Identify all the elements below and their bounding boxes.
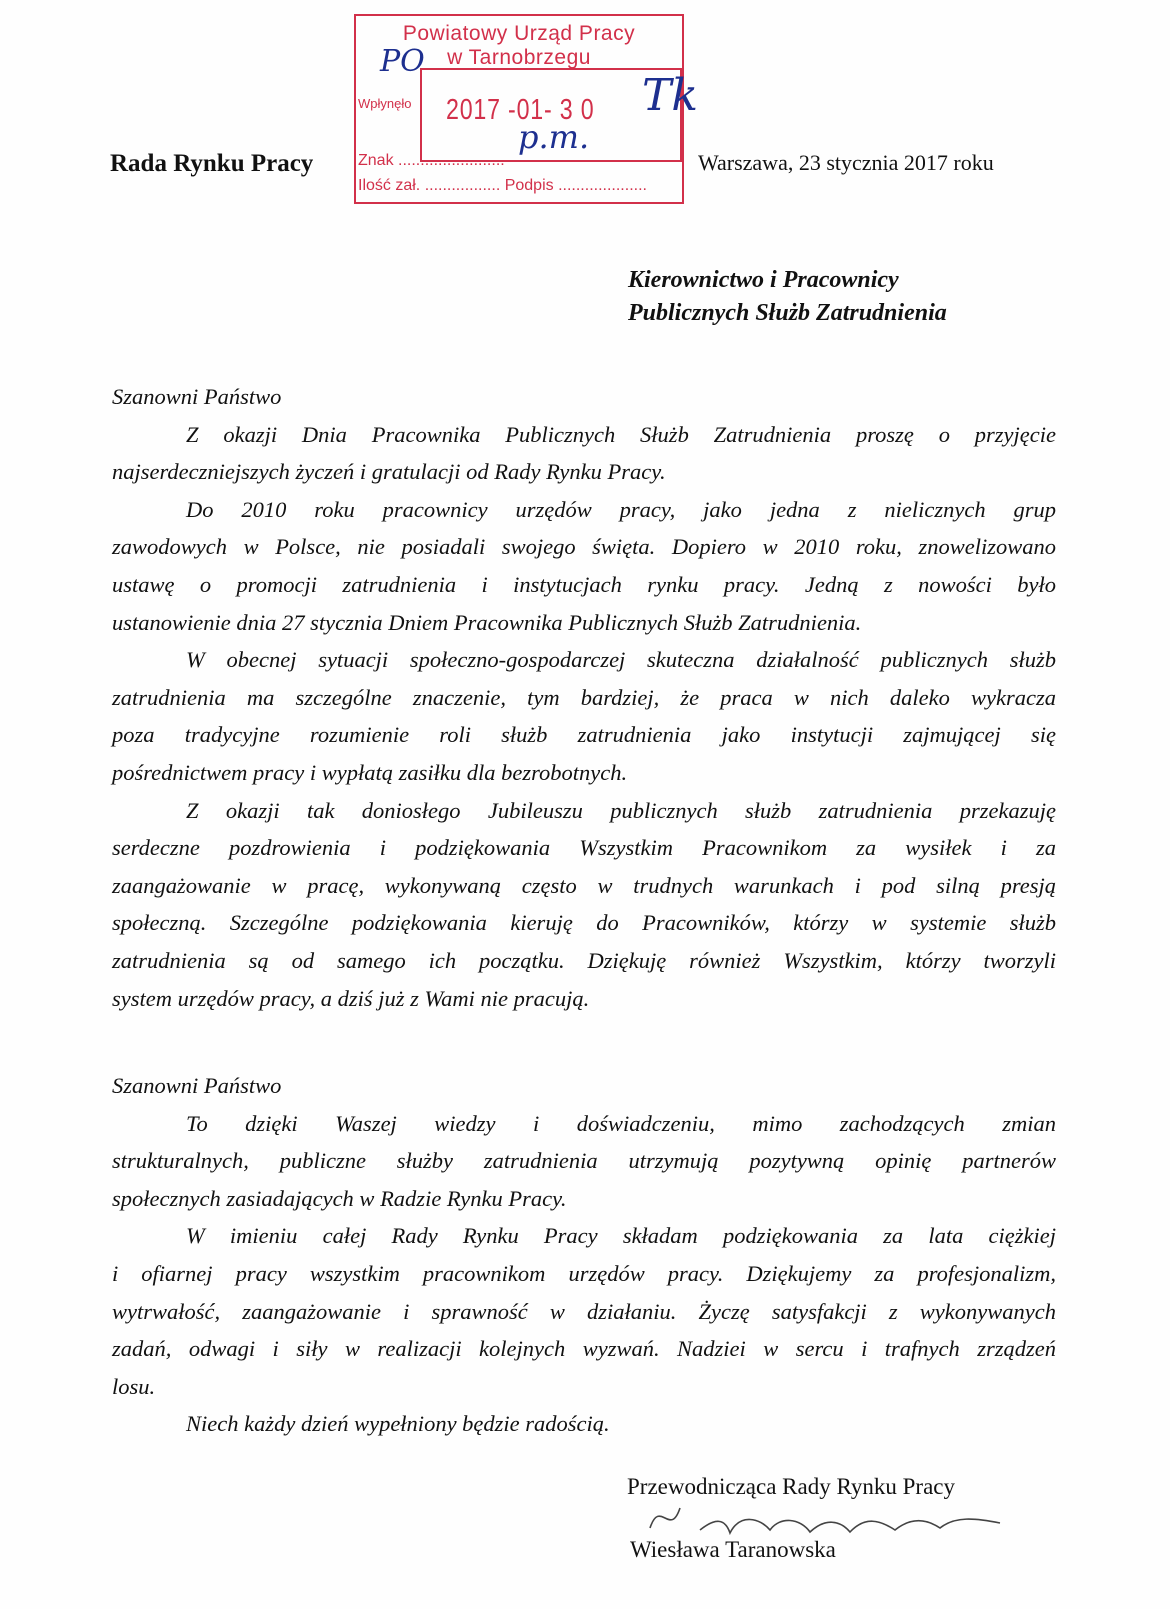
- text-line: zawodowych w Polsce, nie posiadali swojego święta. Dopiero w 2010 roku, znowelizowano: [112, 534, 1056, 560]
- paragraph-3: [112, 641, 1056, 791]
- stamp-received-date: 2017 -01- 3 0: [446, 94, 595, 126]
- text-line: ustawę o promocji zatrudnienia i instytucjach rynku pracy. Jedną z nowości było: [112, 571, 1056, 597]
- text-line: zaangażowanie w pracę, wykonywaną często w trudnych warunkach i pod silną presją: [112, 872, 1056, 898]
- text-line: strukturalnych, publiczne służby zatrudnienia utrzymują pozytywną opinię partnerów: [112, 1148, 1056, 1174]
- text-line: Do 2010 roku pracownicy urzędów pracy, jako jedna z nielicznych grup: [186, 496, 1056, 522]
- text-line: zatrudnienia ma szczególne znaczenie, tym bardziej, że praca w nich daleko wykracza: [112, 684, 1056, 710]
- recipient-line: Publicznych Służb Zatrudnienia: [628, 300, 947, 326]
- stamp-attachments-label: Ilość zał. ................. Podpis ....................: [358, 177, 647, 194]
- letter-body-part1: [112, 378, 1056, 1017]
- text-line: Z okazji Dnia Pracownika Publicznych Służb Zatrudnienia proszę o przyjęcie: [186, 421, 1056, 447]
- recipient-block: [628, 264, 947, 330]
- text-line: ustanowienie dnia 27 stycznia Dniem Pracownika Publicznych Służb Zatrudnienia.: [112, 609, 862, 635]
- text-line: W obecnej sytuacji społeczno-gospodarczej skuteczna działalność publicznych służb: [186, 647, 1056, 673]
- text-line: i ofiarnej pracy wszystkim pracownikom urzędów pracy. Dziękujemy za profesjonalizm,: [112, 1260, 1056, 1286]
- salutation: Szanowni Państwo: [112, 1073, 282, 1098]
- sender-organization: Rada Rynku Pracy: [110, 150, 314, 177]
- text-line: losu.: [112, 1373, 156, 1399]
- paragraph-1: [112, 416, 1056, 491]
- signatory-role: Przewodnicząca Rady Rynku Pracy: [627, 1474, 955, 1499]
- text-line: serdeczne pozdrowienia i podziękowania Wszystkim Pracownikom za wysiłek i za: [112, 835, 1056, 861]
- text-line: W imieniu całej Rady Rynku Pracy składam podziękowania za lata ciężkiej: [186, 1223, 1056, 1249]
- stamp-office-line2: w Tarnobrzegu: [447, 46, 591, 69]
- text-line: system urzędów pracy, a dziś już z Wami nie pracują.: [112, 985, 590, 1011]
- signatory-name: Wiesława Taranowska: [630, 1537, 836, 1562]
- received-stamp: [354, 14, 684, 204]
- handwritten-initials: Tk: [642, 70, 699, 121]
- paragraph-2: [112, 491, 1056, 641]
- text-line: zatrudnienia są od samego ich początku. Dziękuję również Wszystkim, którzy tworzyli: [112, 947, 1056, 973]
- text-line: społeczną. Szczególne podziękowania kieruję do Pracowników, którzy w systemie służb: [112, 910, 1056, 936]
- text-line: pośrednictwem pracy i wypłatą zasiłku dla bezrobotnych.: [112, 759, 628, 785]
- handwritten-mark-pm: p.m.: [518, 118, 590, 156]
- text-line: wytrwałość, zaangażowanie i sprawność w działaniu. Życzę satysfakcji z wykonywanych: [112, 1298, 1056, 1324]
- closing-line: Niech każdy dzień wypełniony będzie radością.: [186, 1411, 610, 1437]
- text-line: poza tradycyjne rozumienie roli służb zatrudnienia jako instytucji zajmującej się: [112, 722, 1056, 748]
- paragraph-4: [112, 792, 1056, 1018]
- text-line: zadań, odwagi i siły w realizacji kolejnych wyzwań. Nadziei w sercu i trafnych zrządzeń: [112, 1336, 1056, 1362]
- stamp-office-line1: Powiatowy Urząd Pracy: [402, 22, 636, 45]
- salutation: Szanowni Państwo: [112, 384, 282, 409]
- paragraph-6: [112, 1217, 1056, 1405]
- stamp-received-label: Wpłynęło: [358, 96, 412, 111]
- text-line: społecznych zasiadających w Radzie Rynku Pracy.: [112, 1185, 567, 1211]
- letter-body-part2: [112, 1067, 1056, 1443]
- text-line: To dzięki Waszej wiedzy i doświadczeniu, mimo zachodzących zmian: [186, 1110, 1056, 1136]
- handwritten-mark-po: PO: [380, 44, 425, 79]
- recipient-line: Kierownictwo i Pracownicy: [628, 267, 899, 293]
- stamp-sign-label: Znak ........................: [358, 152, 505, 169]
- place-and-date: Warszawa, 23 stycznia 2017 roku: [698, 150, 994, 175]
- text-line: najserdeczniejszych życzeń i gratulacji od Rady Rynku Pracy.: [112, 459, 666, 485]
- text-line: Z okazji tak doniosłego Jubileuszu publicznych służb zatrudnienia przekazuję: [186, 797, 1056, 823]
- paragraph-5: [112, 1105, 1056, 1218]
